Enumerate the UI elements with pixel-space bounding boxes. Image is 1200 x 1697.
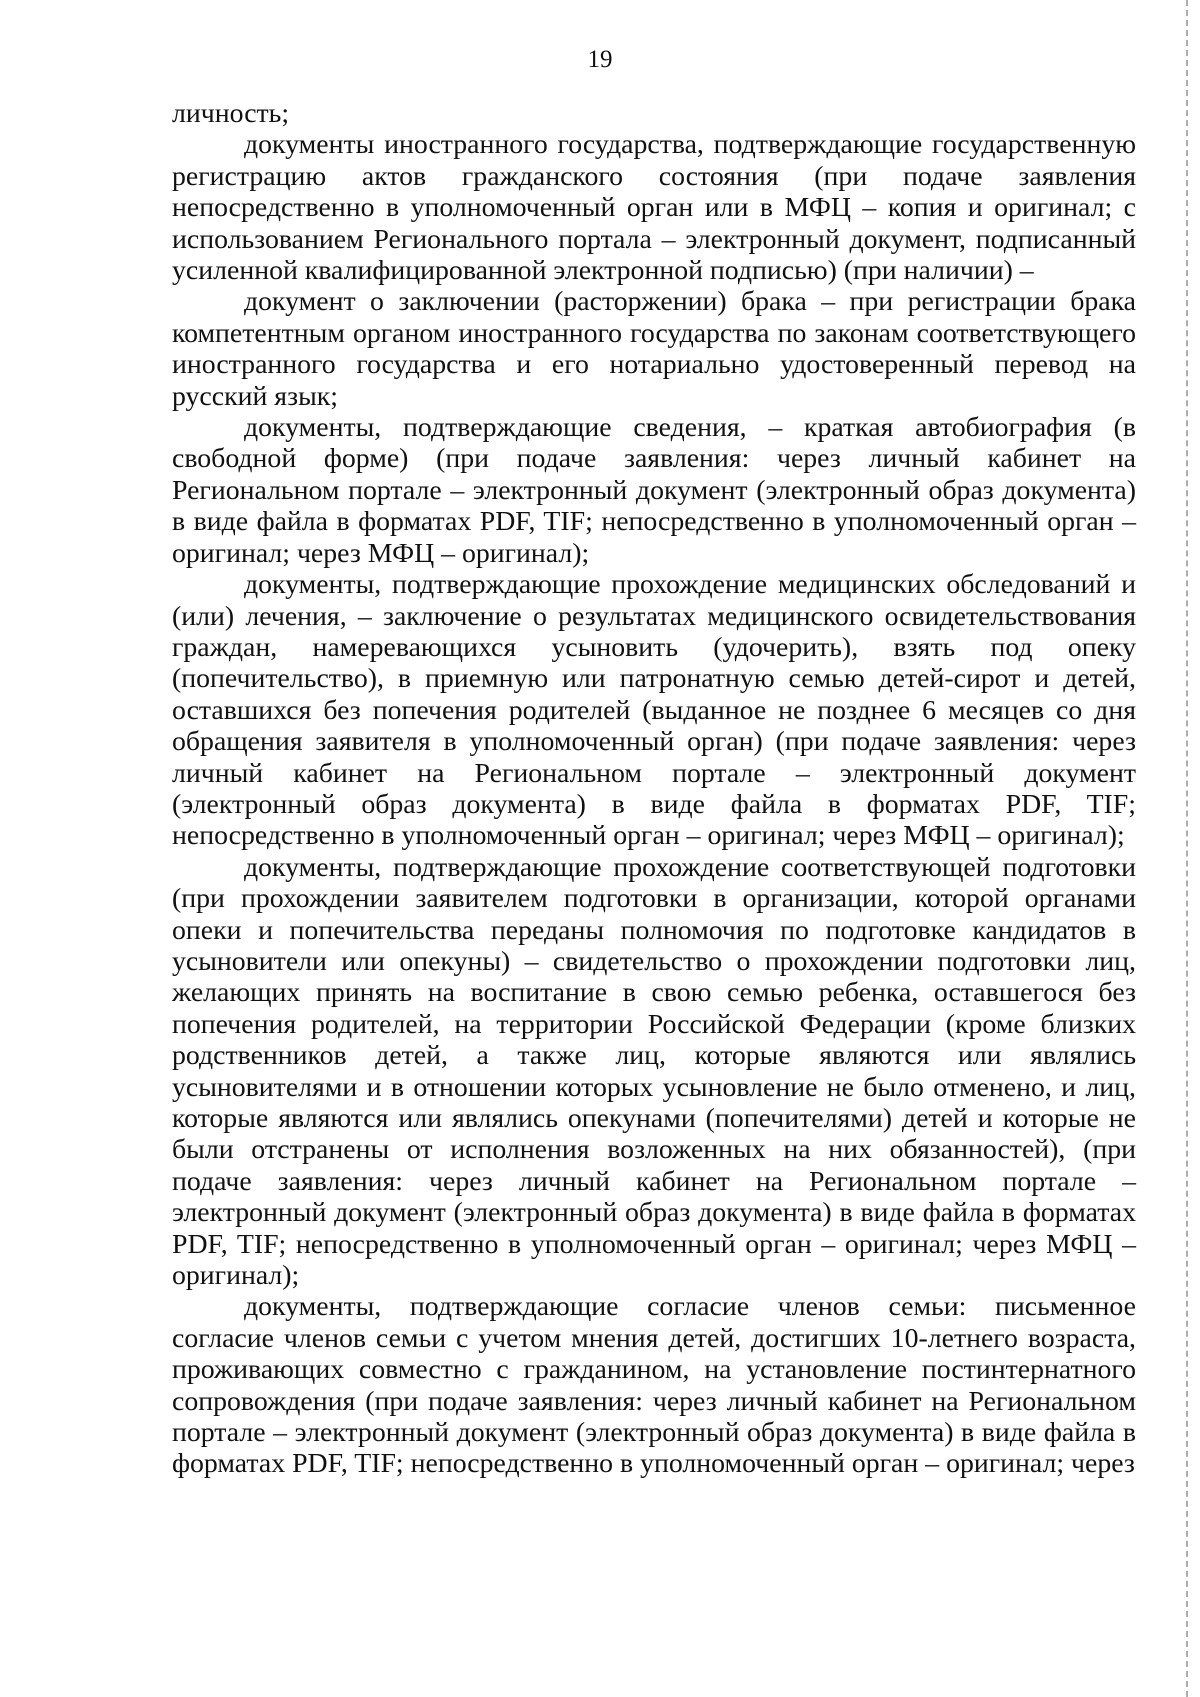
- paragraph-foreign-documents: документы иностранного государства, подтверждающие государственную регистрацию актов гражданского состояния (при подаче заявления непосредственно в уполномоченный орган или в МФЦ – копия и оригинал; с использованием Регионального портала – электронный документ, подписанный усиленной квалифицированной электронной подписью) (при наличии) –: [172, 129, 1136, 287]
- paragraph-autobiography: документы, подтверждающие сведения, – краткая автобиография (в свободной форме) (при подаче заявления: через личный кабинет на Региональном портале – электронный документ (электронный образ документа) в виде файла в форматах PDF, TIF; непосредственно в уполномоченный орган – оригинал; через МФЦ – оригинал);: [172, 412, 1136, 569]
- paragraph-marriage-document: документ о заключении (расторжении) брака – при регистрации брака компетентным органом иностранного государства по законам соответствующего иностранного государства и его нотариально удостоверенный перевод на русский язык;: [172, 286, 1136, 412]
- paragraph-family-consent: документы, подтверждающие согласие членов семьи: письменное согласие членов семьи с учетом мнения детей, достигших 10-летнего возраста, проживающих совместно с гражданином, на установление постинтернатного сопровождения (при подаче заявления: через личный кабинет на Региональном портале – электронный документ (электронный образ документа) в виде файла в форматах PDF, TIF; непосредственно в уполномоченный орган – оригинал; через: [172, 1291, 1136, 1480]
- paragraph-training-documents: документы, подтверждающие прохождение соответствующей подготовки (при прохождении заявителем подготовки в организации, которой органами опеки и попечительства переданы полномочия по подготовке кандидатов в усыновители или опекуны) – свидетельство о прохождении подготовки лиц, желающих принять на воспитание в свою семью ребенка, оставшегося без попечения родителей, на территории Российской Федерации (кроме близких родственников детей, а также лиц, которые являются или являлись усыновителями и в отношении которых усыновление не было отменено, и лиц, которые являются или являлись опекунами (попечителями) детей и которые не были отстранены от исполнения возложенных на них обязанностей), (при подаче заявления: через личный кабинет на Региональном портале – электронный документ (электронный образ документа) в виде файла в форматах PDF, TIF; непосредственно в уполномоченный орган – оригинал; через МФЦ – оригинал);: [172, 851, 1136, 1292]
- paragraph-medical-documents: документы, подтверждающие прохождение медицинских обследований и (или) лечения, – заключение о результатах медицинского освидетельствования граждан, намеревающихся усыновить (удочерить), взять под опеку (попечительство), в приемную или патронатную семью детей-сирот и детей, оставшихся без попечения родителей (выданное не позднее 6 месяцев со дня обращения заявителя в уполномоченный орган) (при подаче заявления: через личный кабинет на Региональном портале – электронный документ (электронный образ документа) в виде файла в форматах PDF, TIF; непосредственно в уполномоченный орган – оригинал; через МФЦ – оригинал);: [172, 569, 1136, 852]
- scan-edge-border: [1186, 0, 1192, 1697]
- paragraph-continuation: личность;: [172, 98, 290, 129]
- document-body: [172, 98, 1136, 1480]
- page-number: 19: [587, 46, 613, 73]
